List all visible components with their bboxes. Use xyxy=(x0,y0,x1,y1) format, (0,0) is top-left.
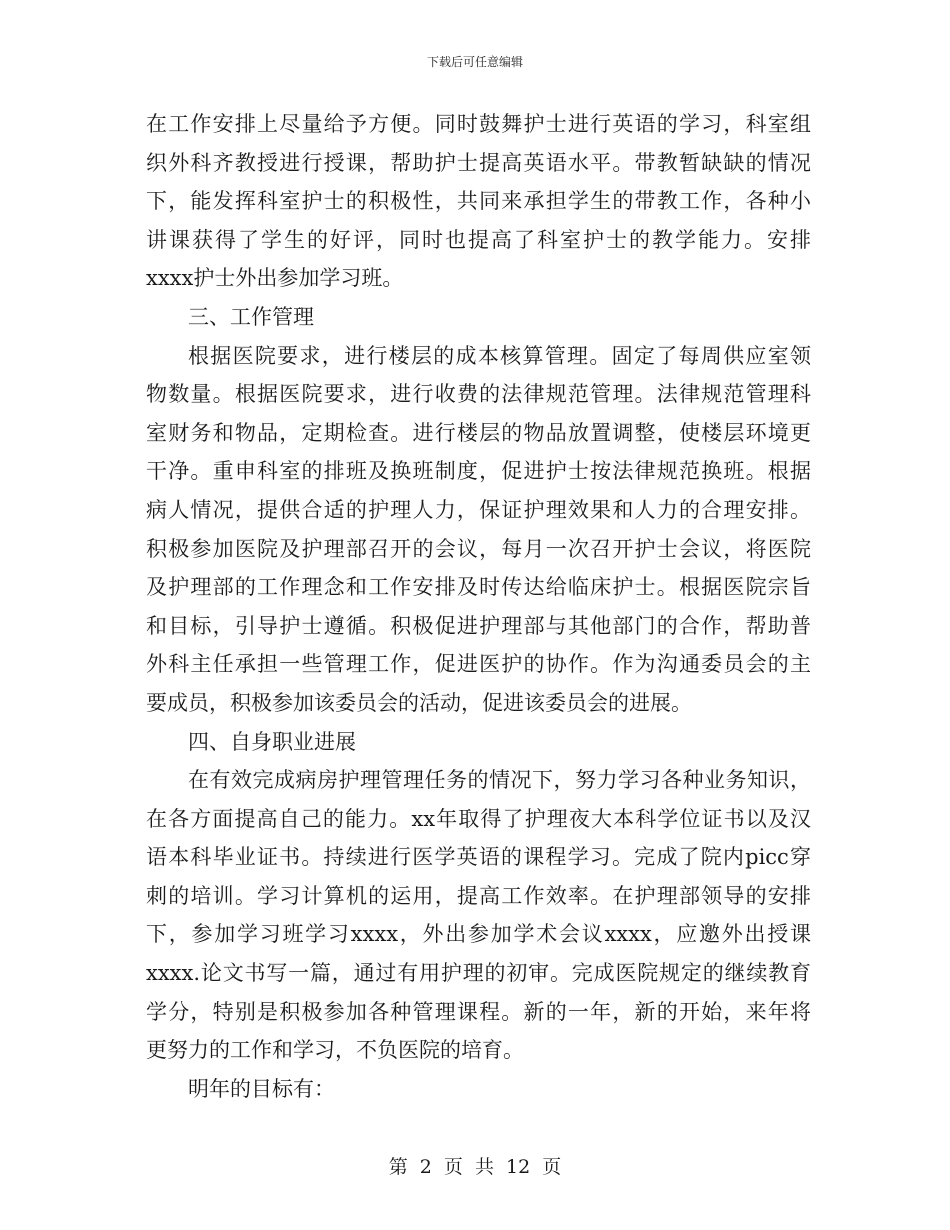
text-line: 下，参加学习班学习xxxx，外出参加学术会议xxxx，应邀外出授课 xyxy=(146,922,811,947)
text-line: 及护理部的工作理念和工作安排及时传达给临床护士。根据医院宗旨 xyxy=(146,575,811,600)
text-line: 病人情况，提供合适的护理人力，保证护理效果和人力的合理安排。 xyxy=(146,497,811,522)
text-line: 积极参加医院及护理部召开的会议，每月一次召开护士会议，将医院 xyxy=(146,536,811,561)
text-line: 在各方面提高自己的能力。xx年取得了护理夜大本科学位证书以及汉 xyxy=(146,806,811,831)
text-line: 三、工作管理 xyxy=(188,304,314,329)
text-line: 要成员，积极参加该委员会的活动，促进该委员会的进展。 xyxy=(146,690,692,715)
text-line: 四、自身职业进展 xyxy=(188,729,356,754)
text-line: xxxx护士外出参加学习班。 xyxy=(146,266,404,291)
text-line: 根据医院要求，进行楼层的成本核算管理。固定了每周供应室领 xyxy=(188,343,811,368)
text-line: 明年的目标有： xyxy=(188,1076,335,1101)
page-header: 下载后可任意编辑 xyxy=(426,55,523,69)
page-footer: 第 2 页 共 12 页 xyxy=(388,1156,562,1178)
text-line: 织外科齐教授进行授课，帮助护士提高英语水平。带教暂缺缺的情况 xyxy=(146,150,811,175)
text-line: 室财务和物品，定期检查。进行楼层的物品放置调整，使楼层环境更 xyxy=(146,420,811,445)
text-line: 刺的培训。学习计算机的运用，提高工作效率。在护理部领导的安排 xyxy=(146,883,811,908)
text-line: xxxx.论文书写一篇，通过有用护理的初审。完成医院规定的继续教育 xyxy=(146,961,811,986)
text-line: 讲课获得了学生的好评，同时也提高了科室护士的教学能力。安排 xyxy=(146,227,811,252)
text-line: 物数量。根据医院要求，进行收费的法律规范管理。法律规范管理科 xyxy=(146,382,811,407)
text-line: 和目标，引导护士遵循。积极促进护理部与其他部门的合作，帮助普 xyxy=(146,613,811,638)
text-line: 外科主任承担一些管理工作，促进医护的协作。作为沟通委员会的主 xyxy=(146,652,811,677)
text-line: 干净。重申科室的排班及换班制度，促进护士按法律规范换班。根据 xyxy=(146,459,811,484)
text-line: 下，能发挥科室护士的积极性，共同来承担学生的带教工作，各种小 xyxy=(146,189,811,214)
text-line: 在工作安排上尽量给予方便。同时鼓舞护士进行英语的学习，科室组 xyxy=(146,112,811,136)
document-body xyxy=(146,105,811,1108)
text-line: 在有效完成病房护理管理任务的情况下，努力学习各种业务知识， xyxy=(188,768,811,793)
text-line: 更努力的工作和学习，不负医院的培育。 xyxy=(146,1038,524,1063)
text-line: 语本科毕业证书。持续进行医学英语的课程学习。完成了院内picc穿 xyxy=(146,845,811,870)
text-line: 学分，特别是积极参加各种管理课程。新的一年，新的开始，来年将 xyxy=(146,999,811,1024)
